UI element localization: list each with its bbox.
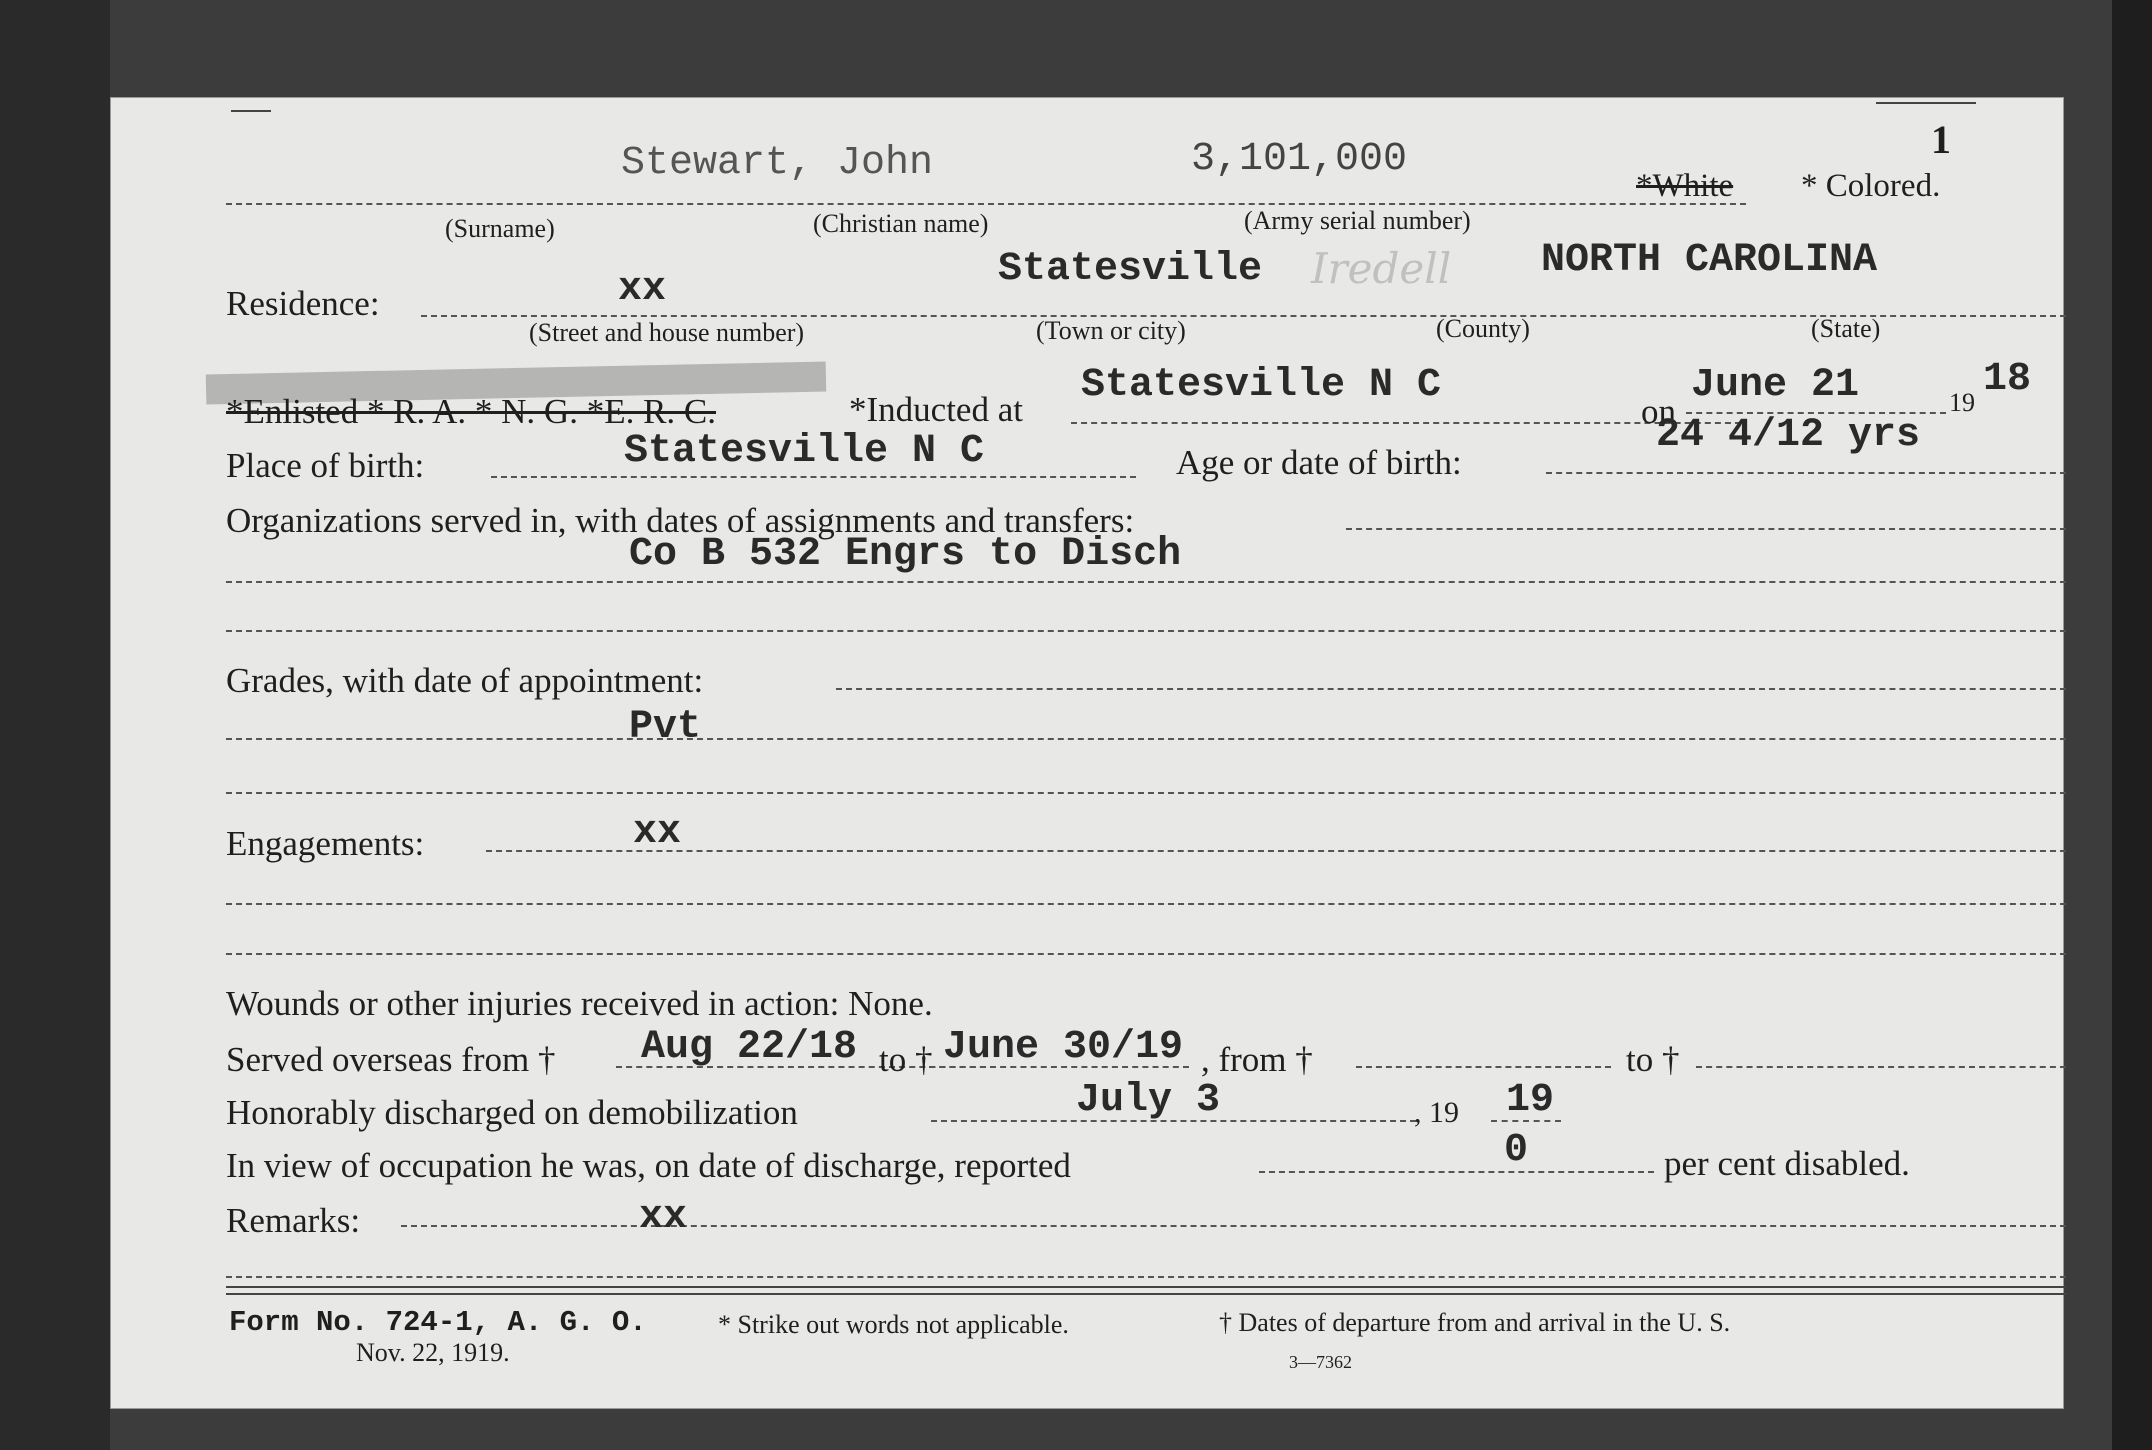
discharge-year: 19	[1506, 1078, 1555, 1123]
organizations-line-3	[226, 630, 2066, 632]
inducted-place: Statesville N C	[1081, 363, 1442, 408]
form-date: Nov. 22, 1919.	[356, 1338, 510, 1367]
footer-rule-1	[226, 1286, 2066, 1288]
label-surname: (Surname)	[445, 214, 555, 243]
surname-and-name: Stewart, John	[621, 141, 934, 186]
remarks-label: Remarks:	[226, 1201, 361, 1240]
residence-state: NORTH CAROLINA	[1541, 238, 1878, 283]
discharge-century: , 19	[1414, 1096, 1459, 1129]
label-state: (State)	[1811, 314, 1881, 343]
serial-number: 3,101,000	[1191, 137, 1408, 182]
overseas-to2-label: to †	[1626, 1040, 1680, 1079]
label-street: (Street and house number)	[529, 318, 805, 347]
wounds-label: Wounds or other injuries received in action: None.	[226, 984, 933, 1023]
inducted-year: 18	[1983, 357, 2032, 402]
race-white: *White	[1636, 168, 1734, 204]
enlisted-struck-label: *Enlisted * R. A. * N. G. *E. R. C.	[226, 392, 717, 431]
overseas-from: Aug 22/18	[641, 1025, 858, 1070]
footer-rule-2	[226, 1293, 2066, 1295]
organizations-label: Organizations served in, with dates of assignments and transfers:	[226, 501, 1135, 540]
background-left	[0, 0, 110, 1450]
organizations-line-2	[226, 581, 2066, 583]
engagements-line-2	[226, 903, 2066, 905]
overseas-to-label: to †	[879, 1040, 933, 1079]
engagements-value: xx	[633, 810, 682, 855]
residence-town: Statesville	[998, 247, 1263, 292]
residence-label: Residence:	[226, 284, 380, 323]
overseas-to2-line	[1696, 1066, 2066, 1068]
print-code: 3—7362	[1289, 1352, 1352, 1372]
age-line	[1546, 472, 2066, 474]
remarks-line-2	[226, 1276, 2066, 1278]
label-christian-name: (Christian name)	[813, 209, 989, 238]
footnote-dates: † Dates of departure from and arrival in the U. S.	[1219, 1308, 1731, 1337]
discharge-date: July 3	[1076, 1078, 1221, 1123]
age-value: 24 4/12 yrs	[1656, 413, 1921, 458]
organizations-value: Co B 532 Engrs to Disch	[629, 532, 1182, 577]
overseas-to: June 30/19	[943, 1025, 1184, 1070]
form-number: Form No. 724-1, A. G. O.	[229, 1306, 647, 1339]
engagements-label: Engagements:	[226, 824, 425, 863]
inducted-label: *Inducted at	[849, 390, 1023, 429]
service-record-card	[110, 97, 2064, 1409]
name-line	[226, 203, 1746, 205]
place-of-birth-label: Place of birth:	[226, 446, 425, 485]
residence-county-handwritten: Iredell	[1311, 244, 1452, 293]
engagements-line-3	[226, 953, 2066, 955]
label-serial: (Army serial number)	[1244, 206, 1471, 235]
grades-line-1	[836, 688, 2066, 690]
inducted-century: 19	[1949, 388, 1975, 417]
race-colored: * Colored.	[1801, 168, 1941, 204]
disability-line	[1259, 1171, 1654, 1173]
disability-value: 0	[1504, 1128, 1529, 1173]
disability-label: In view of occupation he was, on date of discharge, reported	[226, 1146, 1071, 1185]
inducted-date: June 21	[1691, 363, 1860, 408]
card-number: 1	[1931, 117, 1951, 162]
corner-rule-right	[1876, 102, 1976, 104]
overseas-from2-label: , from †	[1201, 1040, 1313, 1079]
disability-suffix: per cent disabled.	[1664, 1144, 1910, 1183]
age-label: Age or date of birth:	[1176, 443, 1462, 482]
footnote-strike: * Strike out words not applicable.	[718, 1310, 1069, 1339]
overseas-label: Served overseas from †	[226, 1040, 556, 1079]
inducted-on-label: on	[1641, 392, 1676, 431]
grades-label: Grades, with date of appointment:	[226, 661, 704, 700]
label-town: (Town or city)	[1036, 316, 1186, 345]
grades-value: Pvt	[629, 705, 702, 750]
discharge-label: Honorably discharged on demobilization	[226, 1093, 798, 1132]
corner-rule-left	[231, 110, 271, 112]
place-of-birth: Statesville N C	[624, 429, 985, 474]
background-right	[2112, 0, 2152, 1450]
label-county: (County)	[1436, 314, 1530, 343]
organizations-line-1	[1346, 528, 2066, 530]
grades-line-3	[226, 792, 2066, 794]
overseas-from2-line	[1356, 1066, 1611, 1068]
residence-street: xx	[618, 267, 667, 312]
remarks-value: xx	[639, 1195, 688, 1240]
engagements-line-1	[486, 850, 2066, 852]
grades-line-2	[226, 738, 2066, 740]
place-of-birth-line	[491, 476, 1136, 478]
